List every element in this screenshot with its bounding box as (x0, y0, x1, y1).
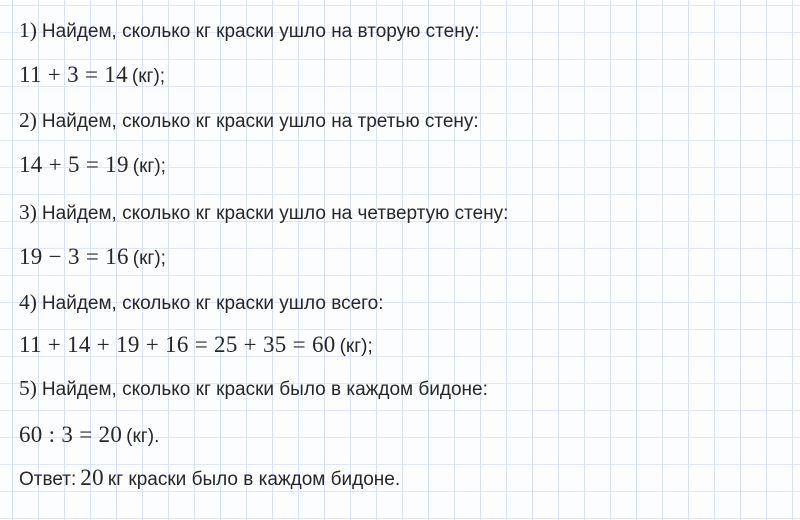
step-5-description: Найдем, сколько кг краски было в каждом бидоне: (41, 379, 488, 400)
step-5-unit: (кг). (126, 426, 160, 447)
step-3-description: Найдем, сколько кг краски ушло на четвертую стену: (41, 203, 509, 224)
step-3-formula: 19 − 3 = 16 (19, 244, 129, 269)
step-2-title-line (19, 105, 479, 135)
step-5-title-line (19, 373, 488, 403)
step-3-formula-line (19, 242, 166, 272)
step-1-description: Найдем, сколько кг краски ушло на вторую стену: (41, 21, 480, 42)
step-2-unit: (кг); (132, 156, 166, 177)
step-2-formula-line (19, 150, 166, 180)
step-2-number: 2) (19, 108, 37, 132)
step-4-title-line (19, 287, 384, 317)
step-5-formula-line (19, 420, 159, 450)
step-4-formula: 11 + 14 + 19 + 16 = 25 + 35 = 60 (19, 332, 336, 357)
step-3-unit: (кг); (132, 248, 166, 269)
step-3-title-line (19, 197, 508, 227)
step-4-description: Найдем, сколько кг краски ушло всего: (41, 293, 384, 314)
step-1-unit: (кг); (131, 66, 166, 87)
answer-value: 20 (80, 465, 104, 490)
step-4-number: 4) (19, 290, 37, 314)
step-1-formula-line (19, 60, 165, 90)
step-1-formula: 11 + 3 = 14 (19, 62, 128, 87)
step-2-formula: 14 + 5 = 19 (19, 152, 129, 177)
step-1-number: 1) (19, 18, 37, 42)
step-1-title-line (19, 15, 479, 45)
step-4-formula-line (19, 330, 373, 360)
answer-line (19, 463, 400, 493)
step-4-unit: (кг); (339, 336, 373, 357)
step-2-description: Найдем, сколько кг краски ушло на третью стену: (41, 111, 479, 132)
answer-text: кг краски было в каждом бидоне. (107, 469, 401, 490)
answer-label: Ответ: (19, 469, 77, 490)
step-5-number: 5) (19, 376, 37, 400)
step-5-formula: 60 : 3 = 20 (19, 422, 123, 447)
step-3-number: 3) (19, 200, 37, 224)
